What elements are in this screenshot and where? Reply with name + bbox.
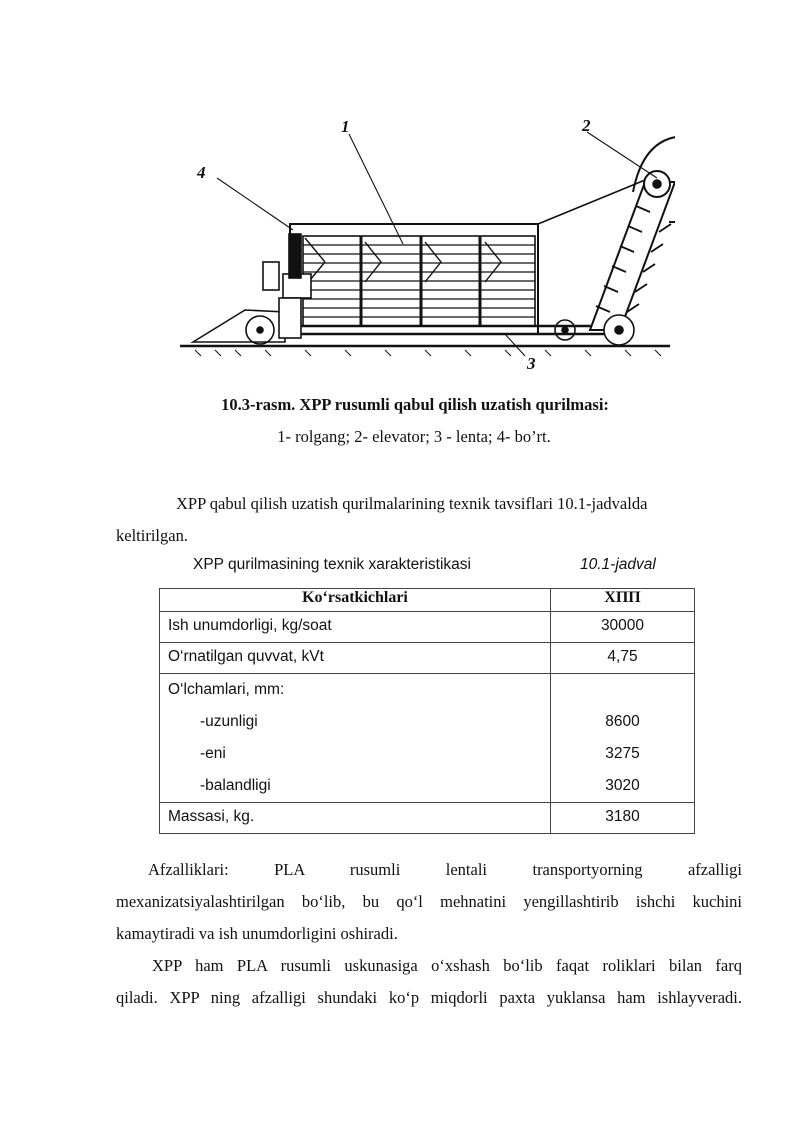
table-header-row: [160, 589, 695, 612]
header-model: ХПП: [551, 589, 695, 612]
row-value: 3020: [605, 777, 640, 794]
row-name: Massasi, kg.: [160, 803, 551, 834]
row-value: 8600: [605, 713, 640, 730]
figure-caption-title: 10.3-rasm. XPP rusumli qabul qilish uzatish qurilmasi:: [221, 395, 609, 414]
row-value: 3275: [605, 745, 640, 762]
comparison-paragraph: [116, 950, 742, 1014]
comparison-line-1: XPP ham PLA rusumli uskunasiga o‘xshash bo‘lib faqat roliklari bilan farq: [152, 956, 742, 975]
dimensions-cell: [160, 674, 551, 803]
row-value: [559, 674, 686, 706]
table-row: [160, 803, 695, 834]
row-name: O‘rnatilgan quvvat, kVt: [160, 643, 551, 674]
figure-caption-legend: 1- rolgang; 2- elevator; 3 - lenta; 4- bo’rt.: [277, 427, 551, 446]
callout-3: 3: [527, 354, 536, 373]
row-name: O‘lchamlari, mm:: [168, 681, 285, 698]
callout-4: 4: [197, 163, 206, 182]
row-value: 30000: [551, 612, 695, 643]
dimensions-values: [551, 674, 695, 803]
advantages-paragraph: [116, 854, 742, 950]
row-name: Ish unumdorligi, kg/soat: [160, 612, 551, 643]
intro-line-1: XPP qabul qilish uzatish qurilmalarining texnik tavsiflari 10.1-jadvalda: [176, 494, 648, 513]
header-indicators: Ko‘rsatkichlari: [160, 589, 551, 612]
intro-paragraph: [116, 488, 742, 552]
machine-drawing: [175, 112, 675, 377]
table-label: 10.1-jadval: [580, 556, 656, 573]
row-value: 4,75: [551, 643, 695, 674]
advantages-line-3: kamaytiradi va ish unumdorligini oshiradi.: [116, 924, 398, 943]
table-row: [160, 674, 695, 803]
row-value: 3180: [551, 803, 695, 834]
table-row: [160, 612, 695, 643]
row-name: -balandligi: [200, 777, 271, 794]
advantages-line-2: mexanizatsiyalashtirilgan bo‘lib, bu qo‘l mehnatini yengillashtirib ishchi kuchini: [116, 892, 742, 911]
callout-1: 1: [341, 117, 350, 136]
row-name: -eni: [200, 745, 226, 762]
table-row: [160, 643, 695, 674]
callout-2: 2: [582, 116, 591, 135]
table-title: XPP qurilmasining texnik xarakteristikasi: [193, 556, 471, 573]
spec-table: [159, 588, 695, 834]
row-name: -uzunligi: [200, 713, 258, 730]
comparison-line-2: qiladi. XPP ning afzalligi shundaki ko‘p miqdorli paxta yuklansa ham ishlayveradi.: [116, 988, 742, 1007]
advantages-line-1: Afzalliklari: PLA rusumli lentali transportyorning afzalligi: [148, 860, 742, 879]
intro-line-2: keltirilgan.: [116, 526, 188, 545]
